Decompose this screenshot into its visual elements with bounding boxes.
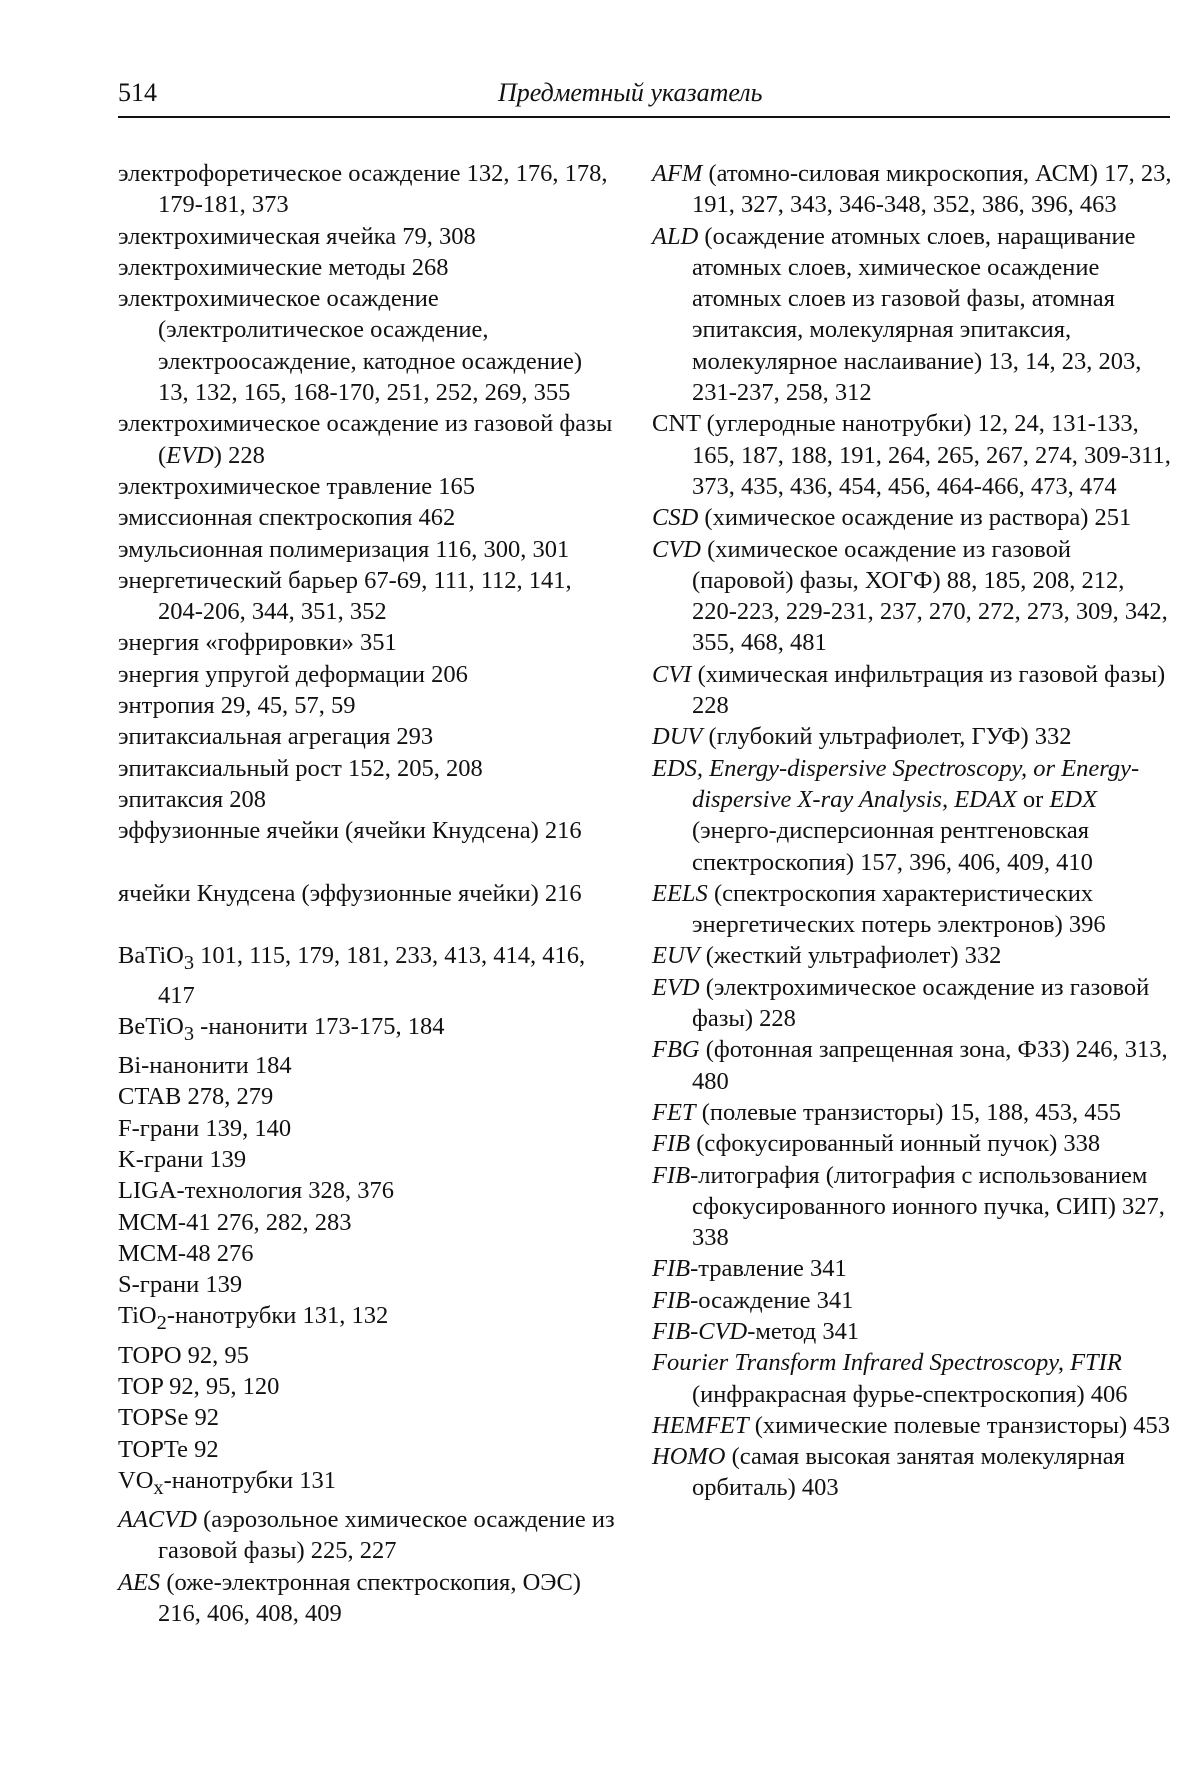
index-pages: 251 — [1095, 504, 1132, 531]
index-pages: 132, 176, 178, 179-181, 373 — [158, 160, 608, 218]
index-pages: 139, 140 — [205, 1115, 291, 1142]
index-pages: 92 — [194, 1404, 219, 1431]
index-pages: 406 — [1091, 1381, 1128, 1408]
index-entry — [652, 1097, 1172, 1128]
index-term-rest: (химическое осаждение из газовой (паровой) фазы, ХОГФ) — [692, 536, 1071, 594]
index-entry — [652, 534, 1172, 659]
index-term-italic: AACVD — [118, 1506, 197, 1533]
index-term: эмульсионная полимеризация — [118, 536, 429, 563]
index-term-italic: FIB — [652, 1130, 690, 1157]
index-term-rest: (самая высокая занятая молекулярная орбиталь) — [692, 1443, 1125, 1501]
index-entry — [652, 1128, 1172, 1159]
index-pages: 206 — [431, 661, 468, 688]
index-entry — [652, 1347, 1172, 1410]
index-pages: 268 — [412, 254, 449, 281]
index-term-rest: -литография (литография с использованием сфокусированного ионного пучка, СИП) — [690, 1162, 1147, 1220]
index-entry — [118, 1300, 618, 1339]
index-entry — [652, 408, 1172, 502]
index-pages: 157, 396, 406, 409, 410 — [860, 849, 1093, 876]
index-term: энергетический барьер — [118, 567, 358, 594]
index-term-italic: EVD — [652, 974, 700, 1001]
index-term: эпитаксиальная агрегация — [118, 723, 390, 750]
index-pages: 332 — [1035, 723, 1072, 750]
index-gap — [118, 847, 618, 878]
index-term: TOPO — [118, 1342, 182, 1369]
index-pages: 17, 23, 191, 327, 343, 346-348, 352, 386, 396, 463 — [692, 160, 1171, 218]
index-pages: 13, 132, 165, 168-170, 251, 252, 269, 355 — [158, 379, 570, 406]
index-term-italic: FIB — [652, 1287, 690, 1314]
index-term: эффузионные ячейки (ячейки Кнудсена) — [118, 817, 539, 844]
index-column-left — [118, 158, 618, 1629]
index-pages: 88, 185, 208, 212, 220-223, 229-231, 237, 270, 272, 273, 309, 342, 355, 468, 481 — [692, 567, 1168, 657]
index-pages: 184 — [255, 1052, 292, 1079]
index-entry — [118, 1081, 618, 1112]
index-term: эпитаксия — [118, 786, 223, 813]
index-pages: 216, 406, 408, 409 — [158, 1600, 342, 1627]
index-term: CNT (углеродные нанотрубки) — [652, 410, 971, 437]
index-entry — [652, 1285, 1172, 1316]
index-term: F-грани — [118, 1115, 199, 1142]
index-term-italic: Fourier Transform Infrared Spectroscopy, FTIR — [652, 1349, 1122, 1376]
index-pages: 29, 45, 57, 59 — [221, 692, 356, 719]
index-term: K-грани — [118, 1146, 203, 1173]
index-entry — [652, 1160, 1172, 1254]
index-term-rest: (сфокусированный ионный пучок) — [690, 1130, 1057, 1157]
index-term: электрофоретическое осаждение — [118, 160, 461, 187]
index-term-italic: EELS — [652, 880, 708, 907]
index-entry — [118, 1207, 618, 1238]
index-pages: 462 — [418, 504, 455, 531]
index-term-rest: -метод — [747, 1318, 816, 1345]
index-pages: 276, 282, 283 — [217, 1209, 352, 1236]
index-entry — [652, 753, 1172, 878]
index-entry — [118, 502, 618, 533]
running-title: Предметный указатель — [498, 78, 762, 108]
index-entry — [118, 1238, 618, 1269]
index-term: электрохимическая ячейка — [118, 223, 396, 250]
index-pages: 79, 308 — [402, 223, 476, 250]
index-term-italic: FIB-CVD — [652, 1318, 747, 1345]
index-term: ячейки Кнудсена (эффузионные ячейки) — [118, 880, 539, 907]
index-pages: 116, 300, 301 — [435, 536, 569, 563]
index-entry — [118, 1144, 618, 1175]
index-term-rest: (фотонная запрещенная зона, ФЗЗ) — [700, 1036, 1070, 1063]
index-entry — [118, 753, 618, 784]
index-entry — [118, 1504, 618, 1567]
index-pages: 165 — [438, 473, 475, 500]
index-entry — [118, 471, 618, 502]
index-entry — [118, 659, 618, 690]
index-term-italic: CSD — [652, 504, 698, 531]
index-term-italic: EDX — [1049, 786, 1097, 813]
index-pages: 341 — [810, 1255, 847, 1282]
index-term: энтропия — [118, 692, 215, 719]
index-entry — [652, 502, 1172, 533]
index-term-rest: (спектроскопия характеристических энергетических потерь электронов) — [692, 880, 1093, 938]
index-entry — [118, 1434, 618, 1465]
index-pages: 92, 95 — [188, 1342, 249, 1369]
index-pages: 92 — [194, 1436, 219, 1463]
index-entry — [118, 534, 618, 565]
index-pages: 403 — [802, 1474, 839, 1501]
index-term-rest: (химическое осаждение из раствора) — [698, 504, 1088, 531]
index-entry — [652, 721, 1172, 752]
index-pages: 131, 132 — [302, 1302, 388, 1329]
index-term-rest: (химическая инфильтрация из газовой фазы) — [691, 661, 1165, 688]
index-entry — [118, 1371, 618, 1402]
index-term: TOPTe — [118, 1436, 188, 1463]
index-entry — [118, 1340, 618, 1371]
index-pages: 131 — [299, 1467, 336, 1494]
index-term: эмиссионная спектроскопия — [118, 504, 412, 531]
index-pages: 396 — [1069, 911, 1106, 938]
index-term-italic: EDS, Energy-dispersive Spectroscopy, or Energy-dispersive X-ray Analysis, EDAX — [652, 755, 1139, 813]
index-term-italic: CVI — [652, 661, 691, 688]
index-column-right — [652, 158, 1172, 1504]
index-entry — [118, 627, 618, 658]
index-pages: 139 — [205, 1271, 242, 1298]
index-entry — [652, 158, 1172, 221]
index-term-rest: -нанотрубки — [167, 1302, 297, 1329]
index-entry — [652, 1316, 1172, 1347]
index-term: CTAB — [118, 1083, 181, 1110]
index-entry — [118, 252, 618, 283]
index-term-italic: FET — [652, 1099, 696, 1126]
index-pages: 173-175, 184 — [314, 1013, 445, 1040]
index-pages: 293 — [396, 723, 433, 750]
index-entry — [118, 815, 618, 846]
index-term: LIGA-технология — [118, 1177, 302, 1204]
index-pages: 139 — [209, 1146, 246, 1173]
index-term: электрохимическое осаждение (электролитическое осаждение, электроосаждение, катодное осаждение) — [118, 285, 582, 375]
index-term-rest: ) — [214, 442, 222, 469]
index-pages: 92, 95, 120 — [169, 1373, 279, 1400]
index-entry — [118, 940, 618, 1010]
index-term-rest: (глубокий ультрафиолет, ГУФ) — [702, 723, 1028, 750]
index-term-italic: DUV — [652, 723, 702, 750]
index-term: энергия «гофрировки» — [118, 629, 354, 656]
index-pages: 101, 115, 179, 181, 233, 413, 414, 416, 417 — [158, 942, 585, 1008]
index-pages: 228 — [759, 1005, 796, 1032]
index-pages: 208 — [229, 786, 266, 813]
index-term-rest: (жесткий ультрафиолет) — [700, 942, 959, 969]
index-pages: 216 — [545, 880, 582, 907]
index-term-rest: -нанонити — [194, 1013, 308, 1040]
index-pages: 278, 279 — [188, 1083, 274, 1110]
index-pages: 228 — [228, 442, 265, 469]
index-term-italic: EUV — [652, 942, 700, 969]
index-entry — [652, 972, 1172, 1035]
index-term: MCM-41 — [118, 1209, 211, 1236]
index-term: TiO — [118, 1302, 157, 1329]
index-subscript: 2 — [157, 1312, 167, 1334]
index-term-rest: (инфракрасная фурье-спектроскопия) — [692, 1381, 1085, 1408]
index-term-rest: -нанотрубки — [164, 1467, 294, 1494]
index-pages: 216 — [545, 817, 582, 844]
index-term-rest: (полевые транзисторы) — [696, 1099, 944, 1126]
index-entry — [118, 1011, 618, 1050]
index-term: BaTiO — [118, 942, 184, 969]
index-term: TOP — [118, 1373, 163, 1400]
index-pages: 228 — [692, 692, 729, 719]
index-term: Bi-нанонити — [118, 1052, 249, 1079]
index-entry — [118, 565, 618, 628]
index-pages: 13, 14, 23, 203, 231-237, 258, 312 — [692, 348, 1141, 406]
index-pages: 341 — [822, 1318, 859, 1345]
index-term: электрохимические методы — [118, 254, 406, 281]
index-term: эпитаксиальный рост — [118, 755, 342, 782]
index-term-italic: HOMO — [652, 1443, 726, 1470]
index-term: электрохимическое травление — [118, 473, 432, 500]
index-term-italic: EVD — [166, 442, 214, 469]
index-entry — [118, 221, 618, 252]
index-term: энергия упругой деформации — [118, 661, 425, 688]
index-term: электрохимическое осаждение из газовой фазы ( — [118, 410, 612, 468]
index-term-rest: (оже-электронная спектроскопия, ОЭС) — [160, 1569, 581, 1596]
index-term-italic: FIB — [652, 1162, 690, 1189]
index-term-italic: CVD — [652, 536, 701, 563]
index-subscript: x — [153, 1477, 163, 1499]
index-entry — [652, 1410, 1172, 1441]
index-pages: 225, 227 — [311, 1537, 397, 1564]
index-entry — [118, 1402, 618, 1433]
index-term-rest: (осаждение атомных слоев, наращивание атомных слоев, химическое осаждение атомных слоев из газовой фазы, атомная эпитаксия, молекулярная эпитаксия, молекулярное наслаивание) — [692, 223, 1135, 375]
index-pages: 453 — [1133, 1412, 1170, 1439]
index-pages: 338 — [1063, 1130, 1100, 1157]
index-term-rest: -осаждение — [690, 1287, 810, 1314]
index-entry — [118, 408, 618, 471]
index-entry — [118, 721, 618, 752]
index-term-italic: AFM — [652, 160, 702, 187]
index-term-italic: ALD — [652, 223, 698, 250]
index-pages: 12, 24, 131-133, 165, 187, 188, 191, 264, 265, 267, 274, 309-311, 373, 435, 436, 454, 456, 464-466, 473, 474 — [692, 410, 1171, 500]
index-entry — [652, 221, 1172, 409]
index-pages: 276 — [217, 1240, 254, 1267]
index-pages: 67-69, 111, 112, 141, 204-206, 344, 351, 352 — [158, 567, 572, 625]
index-term-italic: FIB — [652, 1255, 690, 1282]
index-pages: 328, 376 — [308, 1177, 394, 1204]
index-entry — [652, 1253, 1172, 1284]
index-entry — [652, 1441, 1172, 1504]
index-subscript: 3 — [184, 952, 194, 974]
index-term-rest: (аэрозольное химическое осаждение из газовой фазы) — [158, 1506, 615, 1564]
index-entry — [118, 1175, 618, 1206]
index-term-rest: or — [1017, 786, 1050, 813]
index-entry — [118, 1269, 618, 1300]
index-entry — [118, 1113, 618, 1144]
index-term-rest: (атомно-силовая микроскопия, АСМ) — [702, 160, 1098, 187]
index-entry — [652, 1034, 1172, 1097]
index-pages: 341 — [817, 1287, 854, 1314]
index-pages: 152, 205, 208 — [348, 755, 483, 782]
index-term: VO — [118, 1467, 153, 1494]
index-term: BeTiO — [118, 1013, 184, 1040]
index-entry — [118, 784, 618, 815]
index-entry — [652, 940, 1172, 971]
index-term-rest: (химические полевые транзисторы) — [749, 1412, 1128, 1439]
index-entry — [118, 1465, 618, 1504]
index-term-rest: -травление — [690, 1255, 804, 1282]
index-gap — [118, 909, 618, 940]
index-term: TOPSe — [118, 1404, 188, 1431]
index-entry — [118, 1050, 618, 1081]
index-pages: 332 — [965, 942, 1002, 969]
index-term-italic: FBG — [652, 1036, 700, 1063]
index-entry — [652, 659, 1172, 722]
index-entry — [118, 158, 618, 221]
page-header — [118, 70, 1170, 118]
index-entry — [118, 1567, 618, 1630]
index-pages: 351 — [360, 629, 397, 656]
index-entry — [118, 878, 618, 909]
index-term: S-грани — [118, 1271, 199, 1298]
index-term-rest: (энерго-дисперсионная рентгеновская спектроскопия) — [692, 817, 1089, 875]
index-term-italic: HEMFET — [652, 1412, 749, 1439]
page-number: 514 — [118, 78, 157, 108]
index-subscript: 3 — [184, 1023, 194, 1045]
index-term: MCM-48 — [118, 1240, 211, 1267]
index-term-italic: AES — [118, 1569, 160, 1596]
index-entry — [118, 283, 618, 408]
index-pages: 246, 313, 480 — [692, 1036, 1168, 1094]
index-pages: 327, 338 — [692, 1193, 1165, 1251]
index-term-rest: (электрохимическое осаждение из газовой фазы) — [692, 974, 1149, 1032]
index-pages: 15, 188, 453, 455 — [950, 1099, 1122, 1126]
index-entry — [652, 878, 1172, 941]
index-entry — [118, 690, 618, 721]
